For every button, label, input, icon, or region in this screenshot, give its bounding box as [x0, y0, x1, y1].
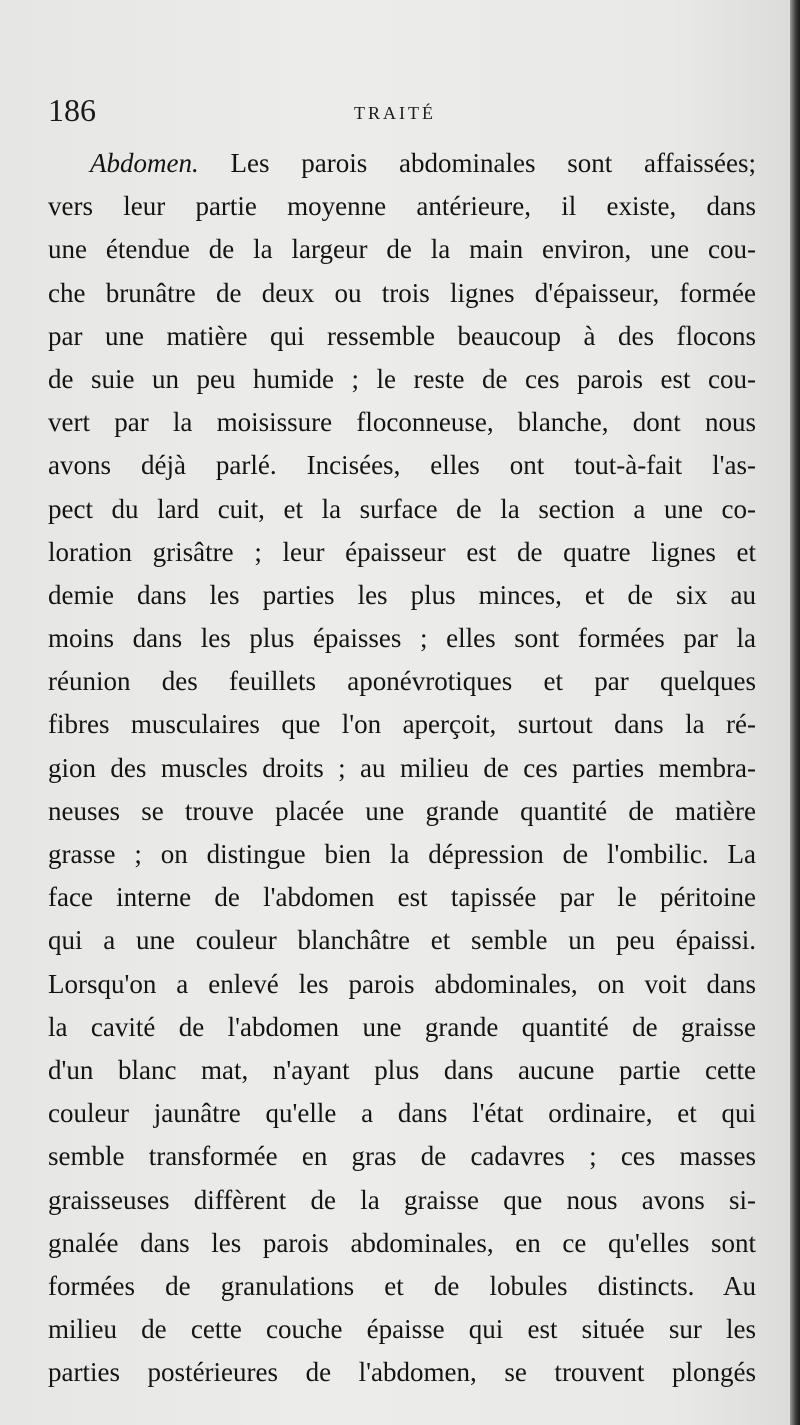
text-line: une étendue de la largeur de la main environ, une cou- [48, 234, 756, 265]
text-line: gnalée dans les parois abdominales, en ce qu'elles sont [48, 1227, 756, 1258]
text-line: la cavité de l'abdomen une grande quantité de graisse [48, 1011, 756, 1042]
text-line: neuses se trouve placée une grande quantité de matière [48, 795, 756, 826]
text-line: gion des muscles droits ; au milieu de ces parties membra- [48, 752, 756, 783]
text-line: che brunâtre de deux ou trois lignes d'épaisseur, formée [48, 277, 756, 308]
text-line: formées de granulations et de lobules distincts. Au [48, 1270, 756, 1301]
text-line: Lorsqu'on a enlevé les parois abdominales, on voit dans [48, 968, 756, 999]
text-line: par une matière qui ressemble beaucoup à des flocons [48, 320, 756, 351]
text-line: moins dans les plus épaisses ; elles sont formées par la [48, 623, 756, 654]
text-line: parties postérieures de l'abdomen, se trouvent plongés [48, 1357, 756, 1388]
page-number: 186 [48, 92, 96, 128]
text-line: demie dans les parties les plus minces, et de six au [48, 579, 756, 610]
text-line-content: Les parois abdominales sont affaissées; [230, 148, 756, 178]
body-text [48, 142, 756, 1394]
text-line: d'un blanc mat, n'ayant plus dans aucune partie cette [48, 1054, 756, 1085]
text-line: fibres musculaires que l'on aperçoit, surtout dans la ré- [48, 709, 756, 740]
text-line: avons déjà parlé. Incisées, elles ont tout-à-fait l'as- [48, 450, 756, 481]
text-line: réunion des feuillets aponévrotiques et par quelques [48, 666, 756, 697]
text-line: qui a une couleur blanchâtre et semble un peu épaissi. [48, 925, 756, 956]
text-line: de suie un peu humide ; le reste de ces parois est cou- [48, 363, 756, 394]
section-heading: Abdomen. [90, 148, 199, 178]
running-head: TRAITÉ [354, 103, 436, 123]
text-line: milieu de cette couche épaisse qui est située sur les [48, 1314, 756, 1345]
text-line: grasse ; on distingue bien la dépression de l'ombilic. La [48, 839, 756, 869]
text-line: loration grisâtre ; leur épaisseur est de quatre lignes et [48, 536, 756, 567]
text-line: pect du lard cuit, et la surface de la section a une co- [48, 493, 756, 524]
text-line: graisseuses diffèrent de la graisse que nous avons si- [48, 1184, 756, 1215]
text-line: couleur jaunâtre qu'elle a dans l'état ordinaire, et qui [48, 1098, 756, 1129]
text-line: face interne de l'abdomen est tapissée par le péritoine [48, 882, 756, 913]
text-line: vert par la moisissure floconneuse, blanche, dont nous [48, 407, 756, 438]
text-line [48, 142, 756, 185]
text-line: vers leur partie moyenne antérieure, il existe, dans [48, 191, 756, 222]
text-line: semble transformée en gras de cadavres ; ces masses [48, 1141, 756, 1172]
page-gutter-shadow [790, 0, 800, 1425]
